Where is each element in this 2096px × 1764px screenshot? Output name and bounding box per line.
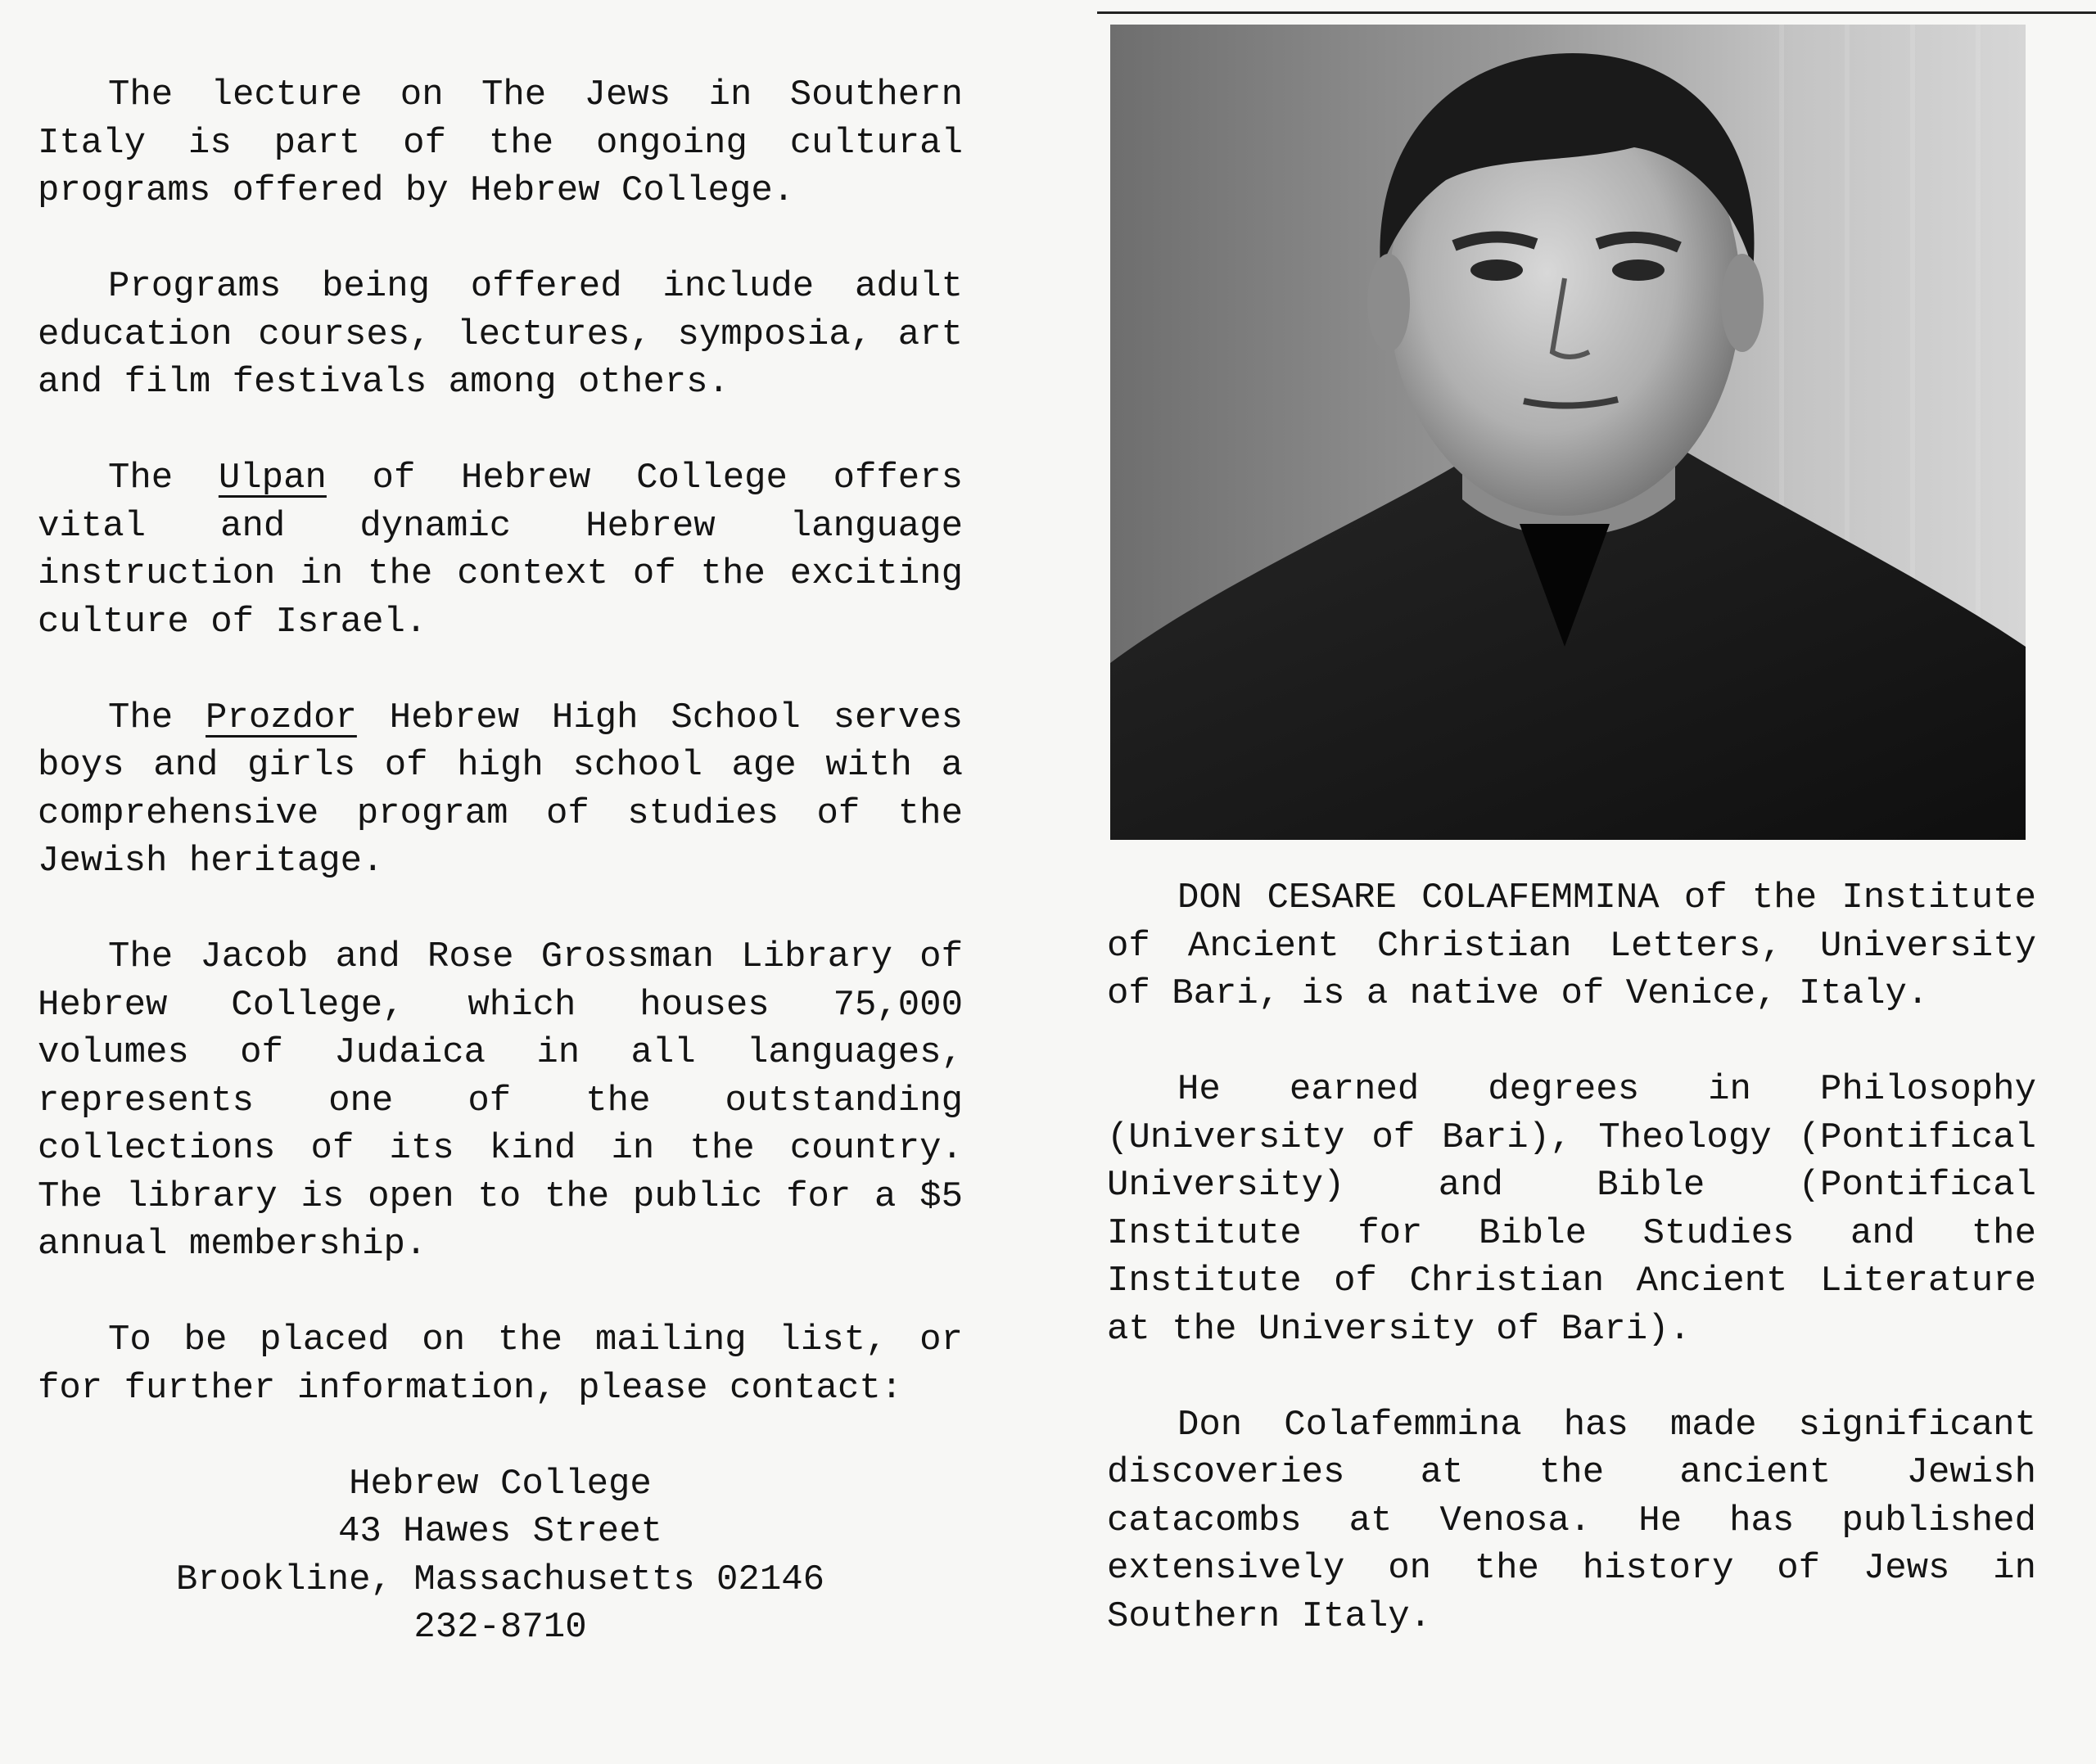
prozdor-underlined: Prozdor — [206, 697, 357, 738]
paragraph-biography: DON CESARE COLAFEMMINA of the Institute of Ancient Christian Letters, University of Bari, is a native of Venice, Italy. — [1107, 877, 2036, 1014]
contact-address — [38, 1460, 963, 1652]
paragraph-programs-offered: Programs being offered include adult education courses, lectures, symposia, art and film festivals among others. — [38, 266, 963, 403]
portrait-photo — [1110, 25, 2026, 840]
address-phone: 232-8710 — [413, 1607, 587, 1648]
paragraph-discoveries: Don Colafemmina has made significant discoveries at the ancient Jewish catacombs at Venosa. He has published extensively on the history of Jews in Southern Italy. — [1107, 1404, 2036, 1637]
paragraph-mailing-list: To be placed on the mailing list, or for further information, please contact: — [38, 1320, 963, 1409]
address-city: Brookline, Massachusetts 02146 — [175, 1559, 825, 1600]
address-name: Hebrew College — [349, 1463, 652, 1505]
paragraph-cultural-programs: The lecture on The Jews in Southern Italy is part of the ongoing cultural programs offered by Hebrew College. — [38, 74, 963, 211]
paragraph-prozdor: The Prozdor Hebrew High School serves boys and girls of high school age with a comprehensive program of studies of the Jewish heritage. — [38, 697, 963, 882]
top-rule — [1097, 11, 2096, 14]
right-column — [1107, 874, 2036, 1689]
portrait-image — [1110, 25, 2026, 840]
ulpan-underlined: Ulpan — [218, 458, 327, 499]
paragraph-ulpan: The Ulpan of Hebrew College offers vital and dynamic Hebrew language instruction in the context of the exciting culture of Israel. — [38, 458, 964, 643]
left-column — [38, 71, 963, 1652]
paragraph-library: The Jacob and Rose Grossman Library of Hebrew College, which houses 75,000 volumes of Judaica in all languages, represents one of the outstanding collections of its kind in the country. The library is open to the public for a $5 annual membership. — [38, 936, 963, 1265]
address-street: 43 Hawes Street — [337, 1511, 663, 1552]
paragraph-degrees: He earned degrees in Philosophy (University of Bari), Theology (Pontifical University) and Bible (Pontifical Institute for Bible Studies and the Institute of Christian Ancient Literature at the University of Bari). — [1107, 1069, 2036, 1350]
